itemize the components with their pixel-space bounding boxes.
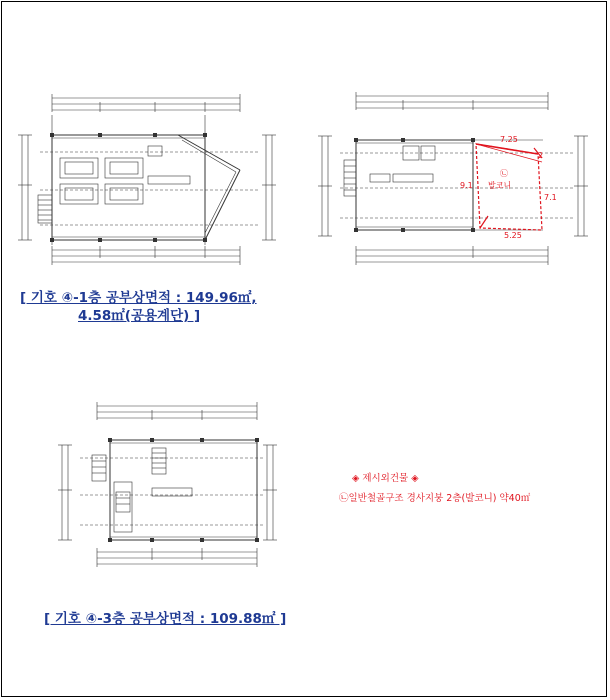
- floor-1-caption-line2: 4.58㎡(공용계단) ]: [78, 308, 201, 324]
- floor-plan-2: [308, 88, 603, 278]
- floor-1-caption-line1: [ 기호 ④-1층 공부상면적 : 149.96㎡,: [20, 290, 257, 306]
- balcony-dim-right: 7.1: [544, 193, 557, 202]
- balcony-dim-left: 9.1: [460, 181, 473, 190]
- note-line-1: ◈ 제시외건물 ◈: [352, 473, 419, 484]
- floor-plan-3: [52, 400, 287, 580]
- balcony-label: 발코니: [488, 181, 512, 190]
- balcony-marker: ㉡: [500, 169, 508, 178]
- floor-plan-1: [10, 90, 295, 275]
- balcony-dim-bottom: 5.25: [504, 231, 522, 240]
- balcony-dim-top: 7.25: [500, 135, 518, 144]
- note-line-2: ㉡일반철골구조 경사지붕 2층(발코니) 약40㎡: [339, 493, 531, 504]
- balcony-dim-right-small: 2: [538, 151, 544, 160]
- floor-3-caption: [ 기호 ④-3층 공부상면적 : 109.88㎡ ]: [44, 611, 287, 627]
